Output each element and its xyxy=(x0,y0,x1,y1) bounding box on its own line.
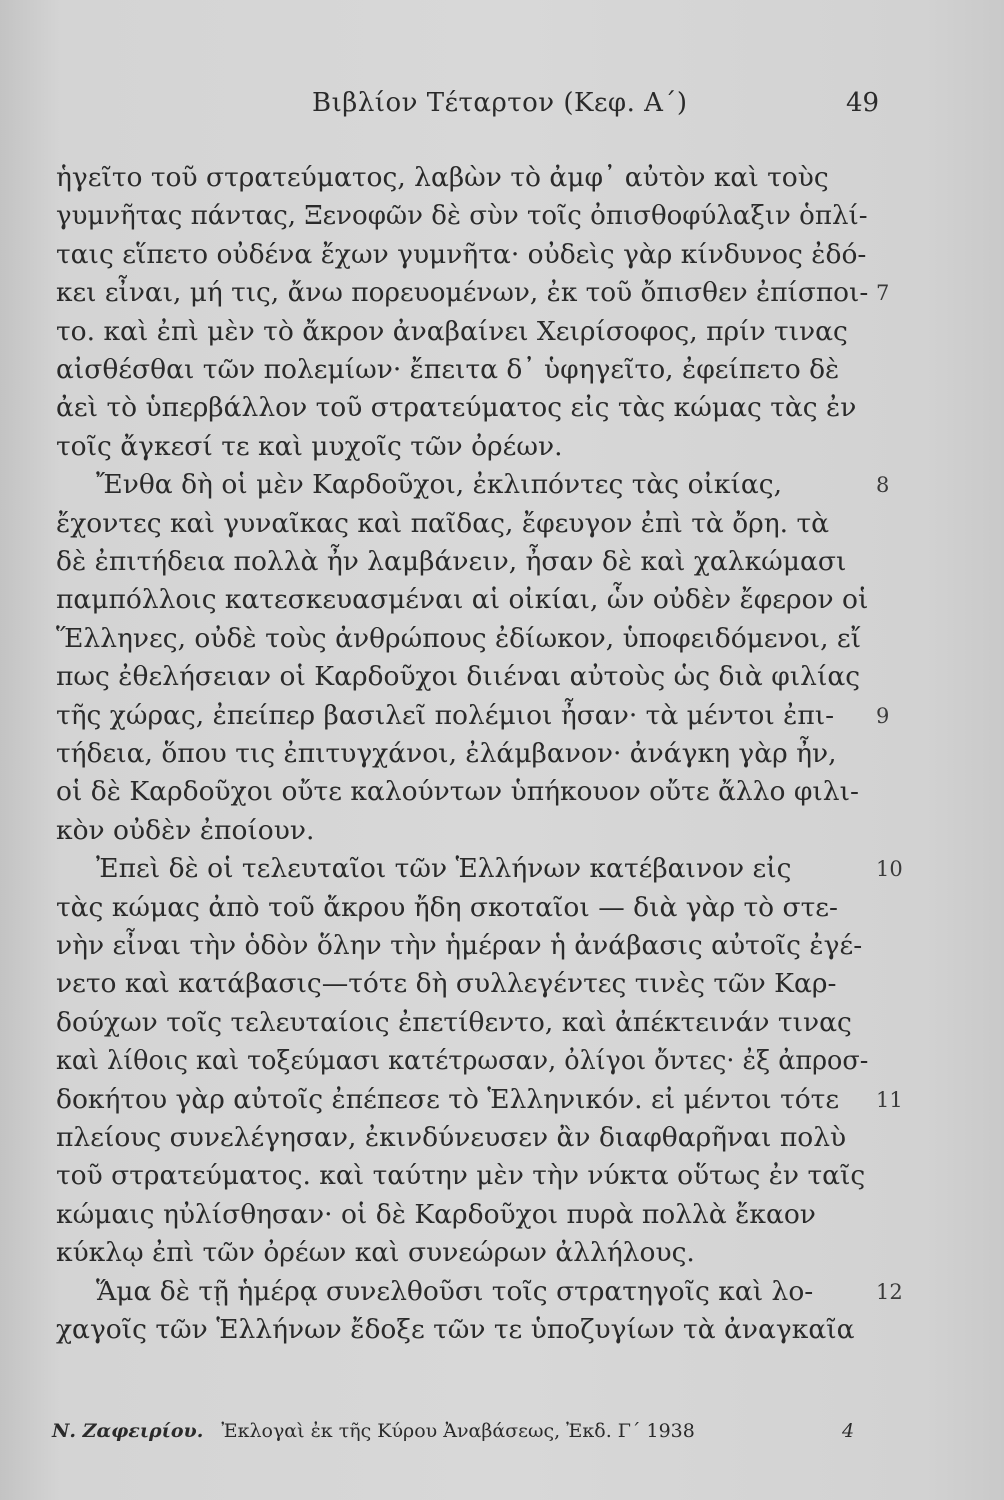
text-line: τὰς κώμας ἀπὸ τοῦ ἄκρου ἤδη σκοταῖοι — διὰ γὰρ τὸ στε- xyxy=(56,891,838,923)
text-line: ἡγεῖτο τοῦ στρατεύματος, λαβὼν τὸ ἀμφ᾽ αὐτὸν καὶ τοὺς xyxy=(56,162,829,193)
text-line: αἰσθέσθαι τῶν πολεμίων· ἔπειτα δ᾽ ὑφηγεῖτο, ἐφείπετο δὲ xyxy=(56,354,840,385)
page-footer xyxy=(52,1420,872,1450)
section-number: 8 xyxy=(876,473,890,498)
section-number: 12 xyxy=(876,1279,903,1304)
text-line: παμπόλλοις κατεσκευασμέναι αἱ οἰκίαι, ὧν οὐδὲν ἔφερον οἱ xyxy=(56,584,869,616)
text-line: το. καὶ ἐπὶ μὲν τὸ ἄκρον ἀναβαίνει Χειρίσοφος, πρίν τινας xyxy=(56,315,848,347)
page-number: 49 xyxy=(846,88,880,118)
footer-signature-mark: 4 xyxy=(842,1420,855,1442)
text-line: κώμαις ηὐλίσθησαν· οἱ δὲ Καρδοῦχοι πυρὰ πολλὰ ἔκαον xyxy=(56,1198,816,1230)
footer-author: Ν. Ζαφειρίου. xyxy=(52,1420,204,1442)
page-header xyxy=(0,88,1004,128)
text-line: καὶ λίθοις καὶ τοξεύμασι κατέτρωσαν, ὀλίγοι ὄντες· ἐξ ἀπροσ- xyxy=(56,1045,869,1077)
text-line: τοῦ στρατεύματος. καὶ ταύτην μὲν τὴν νύκτα οὕτως ἐν ταῖς xyxy=(56,1160,866,1192)
text-line: κει εἶναι, μή τις, ἄνω πορευομένων, ἐκ τοῦ ὄπισθεν ἐπίσποι- xyxy=(56,277,869,309)
text-line: χαγοῖς τῶν Ἑλλήνων ἔδοξε τῶν τε ὑποζυγίων τὰ ἀναγκαῖα xyxy=(56,1314,855,1345)
section-number: 9 xyxy=(876,703,890,728)
text-line: πως ἐθελήσειαν οἱ Καρδοῦχοι διιέναι αὐτοὺς ὡς διὰ φιλίας xyxy=(56,661,861,693)
running-title: Βιβλίον Τέταρτον (Κεφ. Α΄) xyxy=(312,88,688,118)
text-line: Ἔνθα δὴ οἱ μὲν Καρδοῦχοι, ἐκλιπόντες τὰς οἰκίας, xyxy=(96,469,783,501)
text-line: Ἅμα δὲ τῇ ἡμέρᾳ συνελθοῦσι τοῖς στρατηγοῖς καὶ λο- xyxy=(96,1275,814,1307)
text-line: ταις εἵπετο οὐδένα ἔχων γυμνῆτα· οὐδεὶς γὰρ κίνδυνος ἐδό- xyxy=(56,238,867,270)
section-number: 10 xyxy=(876,857,903,882)
text-line: τοῖς ἄγκεσί τε καὶ μυχοῖς τῶν ὀρέων. xyxy=(56,430,563,462)
text-line: νὴν εἶναι τὴν ὁδὸν ὅλην τὴν ἡμέραν ἡ ἀνάβασις αὐτοῖς ἐγέ- xyxy=(56,930,863,961)
text-line: δούχων τοῖς τελευταίοις ἐπετίθεντο, καὶ ἀπέκτεινάν τινας xyxy=(56,1006,852,1038)
text-line: ἔχοντες καὶ γυναῖκας καὶ παῖδας, ἔφευγον ἐπὶ τὰ ὄρη. τὰ xyxy=(56,507,830,539)
text-line: κὸν οὐδὲν ἐποίουν. xyxy=(56,814,315,846)
text-line: πλείους συνελέγησαν, ἐκινδύνευσεν ἂν διαφθαρῆναι πολὺ xyxy=(56,1122,847,1153)
text-line: τῆς χώρας, ἐπείπερ βασιλεῖ πολέμιοι ἦσαν· τὰ μέντοι ἐπι- xyxy=(56,699,835,731)
section-number: 11 xyxy=(876,1087,903,1112)
text-line: οἱ δὲ Καρδοῦχοι οὔτε καλούντων ὑπήκουον οὔτε ἄλλο φιλι- xyxy=(56,776,859,808)
text-line: κύκλῳ ἐπὶ τῶν ὀρέων καὶ συνεώρων ἀλλήλους. xyxy=(56,1237,695,1269)
text-line: τήδεια, ὅπου τις ἐπιτυγχάνοι, ἐλάμβανον· ἀνάγκη γὰρ ἦν, xyxy=(56,738,837,769)
text-line: δοκήτου γὰρ αὐτοῖς ἐπέπεσε τὸ Ἑλληνικόν. εἰ μέντοι τότε xyxy=(56,1083,840,1115)
text-line: γυμνῆτας πάντας, Ξενοφῶν δὲ σὺν τοῖς ὀπισθοφύλαξιν ὁπλί- xyxy=(56,200,868,232)
text-line: νετο καὶ κατάβασις—τότε δὴ συλλεγέντες τινὲς τῶν Καρ- xyxy=(56,968,837,1000)
text-line: Ἐπεὶ δὲ οἱ τελευταῖοι τῶν Ἑλλήνων κατέβαινον εἰς xyxy=(96,853,792,885)
text-line: δὲ ἐπιτήδεια πολλὰ ἦν λαμβάνειν, ἦσαν δὲ καὶ χαλκώμασι xyxy=(56,546,847,577)
text-line: Ἕλληνες, οὐδὲ τοὺς ἀνθρώπους ἐδίωκον, ὑποφειδόμενοι, εἴ xyxy=(56,622,862,654)
section-number: 7 xyxy=(876,281,890,306)
footer-text: Ἐκλογαὶ ἐκ τῆς Κύρου Ἀναβάσεως, Ἐκδ. Γ΄ 1938 xyxy=(221,1420,695,1442)
text-line: ἀεὶ τὸ ὑπερβάλλον τοῦ στρατεύματος εἰς τὰς κώμας τὰς ἐν xyxy=(56,392,857,424)
